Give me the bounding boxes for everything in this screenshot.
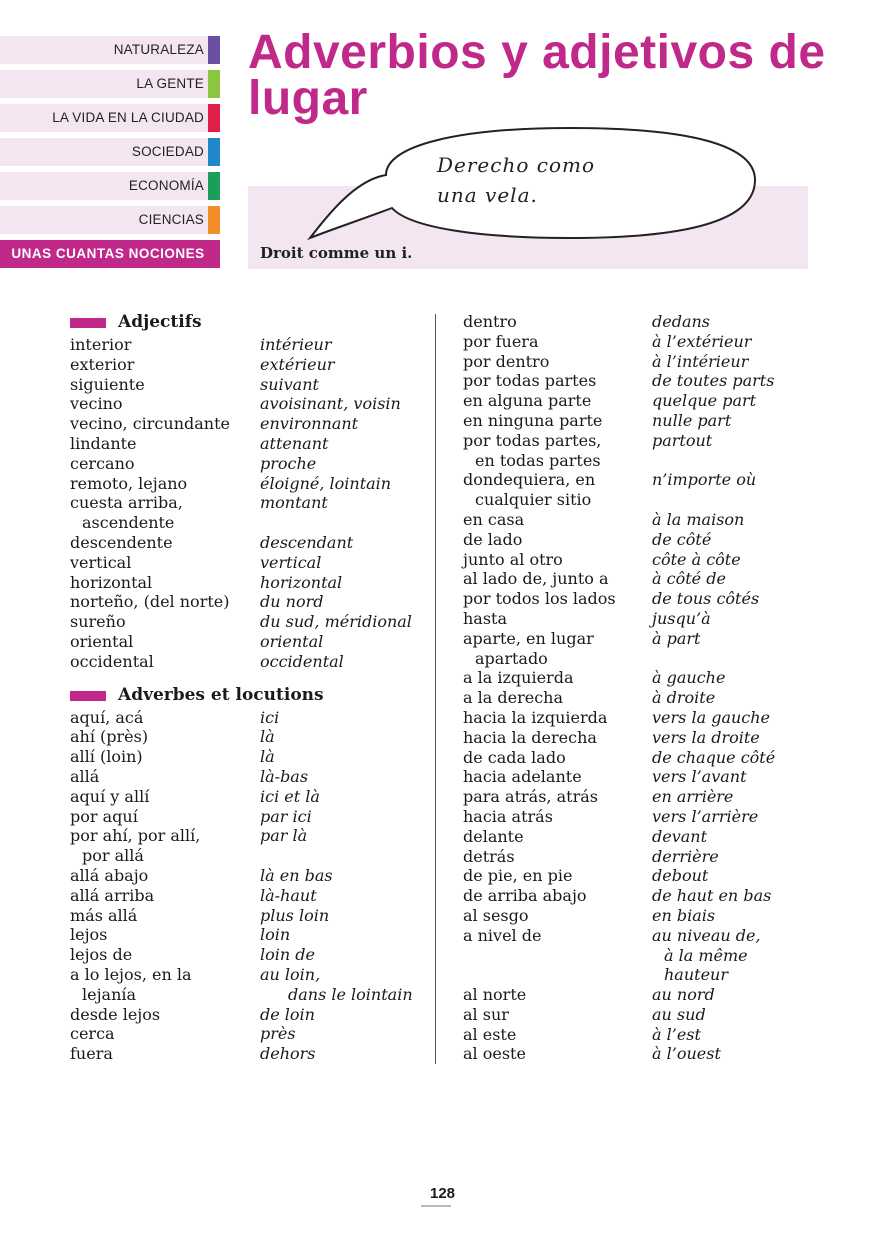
spanish-term: hacia la derecha: [463, 727, 597, 747]
spanish-term: al oeste: [463, 1044, 526, 1064]
vocab-row: [463, 352, 793, 372]
french-term: côte à côte: [652, 549, 741, 569]
vocab-row: [70, 985, 420, 1005]
vocab-row: [70, 807, 420, 827]
french-term: à la maison: [652, 509, 745, 529]
vocab-row: [70, 1005, 420, 1025]
nav-item-la-gente[interactable]: [0, 70, 220, 98]
vocab-row: [70, 787, 420, 807]
french-term: à l’intérieur: [652, 351, 749, 371]
spanish-term: al norte: [463, 985, 527, 1005]
spanish-term: en casa: [463, 509, 525, 529]
french-term: du sud, méridional: [260, 612, 412, 632]
french-term: de côté: [652, 529, 712, 549]
nav-item-ciencias[interactable]: [0, 206, 220, 234]
vocab-row: [70, 826, 420, 846]
french-term: ici: [260, 707, 280, 727]
french-term: extérieur: [260, 354, 335, 374]
vocab-row: [70, 375, 420, 395]
column-divider: [435, 314, 436, 1064]
vocab-list-continued: [463, 312, 793, 1064]
spanish-term: [463, 946, 652, 966]
french-term: avoisinant, voisin: [260, 394, 401, 414]
french-term: dedans: [652, 312, 711, 331]
vocab-row: [70, 866, 420, 886]
spanish-term: lejos de: [70, 945, 133, 965]
spanish-term: allá: [70, 766, 100, 786]
vocab-row: [463, 748, 793, 768]
french-term: derrière: [652, 846, 719, 866]
french-term: debout: [652, 866, 709, 886]
vocab-row: [463, 649, 793, 669]
french-term: ici et là: [260, 786, 320, 806]
french-term: intérieur: [260, 335, 332, 354]
vocab-row: [70, 414, 420, 434]
vocab-row: [70, 612, 420, 632]
french-term: vers la gauche: [652, 707, 771, 727]
color-tab: [208, 36, 220, 64]
bubble-line-2: una vela.: [437, 183, 538, 207]
french-term: à gauche: [652, 668, 726, 688]
french-term: plus loin: [260, 905, 330, 925]
vocab-row: [463, 530, 793, 550]
spanish-term: más allá: [70, 905, 138, 925]
spanish-term: allá abajo: [70, 865, 149, 885]
vocab-row: [463, 451, 793, 471]
heading-marker: [70, 318, 106, 328]
vocab-row: [70, 573, 420, 593]
vocab-row: [70, 474, 420, 494]
spanish-term: interior: [70, 335, 132, 354]
spanish-term: hasta: [463, 608, 508, 628]
vocab-row: [70, 513, 420, 533]
vocab-row: [70, 1044, 420, 1064]
vocab-row: [463, 609, 793, 629]
spanish-term: ahí (près): [70, 727, 149, 747]
french-term: horizontal: [260, 572, 343, 592]
spanish-term: al sesgo: [463, 905, 529, 925]
spanish-term: de cada lado: [463, 747, 566, 767]
vocab-row: [463, 985, 793, 1005]
french-term: en arrière: [652, 787, 734, 807]
french-term: partout: [652, 430, 713, 450]
vocab-row: [463, 926, 793, 946]
heading-marker: [70, 691, 106, 701]
french-term: loin de: [260, 945, 315, 965]
spanish-term: de lado: [463, 529, 523, 549]
vocab-row: [463, 510, 793, 530]
color-tab: [208, 104, 220, 132]
color-tab: [208, 70, 220, 98]
spanish-term: por allá: [82, 846, 144, 866]
nav-label: CIENCIAS: [138, 212, 204, 227]
nav-item-active[interactable]: [0, 240, 220, 268]
french-term: dans le lointain: [288, 984, 413, 1004]
vocab-list-adverbes: [70, 708, 420, 1064]
color-tab: [208, 138, 220, 166]
page-number-rule: [421, 1205, 451, 1207]
nav-label: ECONOMÍA: [128, 178, 204, 193]
vocab-row: [463, 688, 793, 708]
french-term: à l’ouest: [652, 1044, 721, 1064]
french-term: jusqu’à: [652, 608, 711, 628]
french-term: là en bas: [260, 865, 333, 885]
french-term: à la même: [664, 945, 748, 965]
french-term: à part: [652, 628, 701, 648]
french-term: là: [260, 727, 275, 747]
french-term: du nord: [260, 592, 324, 612]
french-term: vers la droite: [652, 727, 760, 747]
vocab-row: [70, 355, 420, 375]
french-term: par ici: [260, 806, 312, 826]
spanish-term: descendente: [70, 532, 173, 552]
french-term: en biais: [652, 905, 716, 925]
french-term: dehors: [260, 1044, 316, 1064]
vocab-row: [463, 946, 793, 966]
spanish-term: delante: [463, 826, 524, 846]
vocab-row: [70, 767, 420, 787]
vocab-row: [70, 1024, 420, 1044]
spanish-term: aquí, acá: [70, 707, 144, 727]
nav-label: NATURALEZA: [113, 42, 204, 57]
spanish-term: lejanía: [82, 984, 137, 1004]
spanish-term: por dentro: [463, 351, 550, 371]
vocab-row: [70, 747, 420, 767]
french-term: de chaque côté: [652, 747, 776, 767]
vocab-row: [70, 533, 420, 553]
bubble-text: [437, 150, 595, 210]
vocab-row: [70, 394, 420, 414]
vocab-row: [463, 312, 793, 332]
vocab-row: [70, 846, 420, 866]
spanish-term: a lo lejos, en la: [70, 964, 192, 984]
vocab-row: [463, 708, 793, 728]
spanish-term: desde lejos: [70, 1004, 161, 1024]
vocab-row: [463, 411, 793, 431]
french-term: quelque part: [652, 391, 757, 411]
french-term: à l’extérieur: [652, 331, 752, 351]
section-heading-label: Adverbes et locutions: [118, 684, 324, 705]
spanish-term: cualquier sitio: [475, 490, 592, 510]
vocab-row: [463, 550, 793, 570]
spanish-term: hacia atrás: [463, 806, 553, 826]
nav-item-naturaleza[interactable]: [0, 36, 220, 64]
vocab-row: [70, 886, 420, 906]
french-term: montant: [260, 493, 328, 513]
french-term: à côté de: [652, 569, 726, 589]
french-term: près: [260, 1024, 296, 1044]
nav-item-economia[interactable]: [0, 172, 220, 200]
french-term: nulle part: [652, 410, 732, 430]
spanish-term: a la izquierda: [463, 668, 574, 688]
spanish-term: en ninguna parte: [463, 410, 603, 430]
section-heading: [70, 685, 420, 707]
vocab-row: [70, 708, 420, 728]
french-term: à droite: [652, 688, 716, 708]
spanish-term: de arriba abajo: [463, 886, 587, 906]
french-term: là: [260, 747, 275, 767]
french-term: environnant: [260, 414, 359, 434]
french-term: là-bas: [260, 766, 309, 786]
vocab-row: [463, 629, 793, 649]
french-term: de tous côtés: [652, 589, 760, 609]
spanish-term: lindante: [70, 433, 137, 453]
spanish-term: cuesta arriba,: [70, 493, 183, 513]
vocab-column-right: [463, 312, 793, 1064]
nav-label: LA VIDA EN LA CIUDAD: [52, 110, 204, 125]
vocab-row: [463, 807, 793, 827]
vocab-row: [70, 652, 420, 672]
french-term: descendant: [260, 532, 354, 552]
color-tab: [208, 206, 220, 234]
spanish-term: exterior: [70, 354, 135, 374]
spanish-term: dentro: [463, 312, 517, 331]
vocab-row: [70, 434, 420, 454]
spanish-term: en alguna parte: [463, 391, 592, 411]
section-nav: [0, 36, 220, 268]
spanish-term: cerca: [70, 1024, 115, 1044]
vocab-row: [463, 391, 793, 411]
spanish-term: por todas partes: [463, 371, 597, 391]
nav-item-la-vida-en-la-ciudad[interactable]: [0, 104, 220, 132]
spanish-term: hacia la izquierda: [463, 707, 608, 727]
spanish-term: allí (loin): [70, 747, 143, 767]
french-term: de toutes parts: [652, 371, 775, 391]
spanish-term: por aquí: [70, 806, 138, 826]
vocab-row: [70, 906, 420, 926]
spanish-term: vecino, circundante: [70, 414, 230, 434]
spanish-term: aquí y allí: [70, 786, 150, 806]
vocab-row: [70, 727, 420, 747]
spanish-term: detrás: [463, 846, 515, 866]
french-term: attenant: [260, 433, 329, 453]
spanish-term: oriental: [70, 631, 134, 651]
spanish-term: por ahí, por allí,: [70, 826, 201, 846]
vocab-row: [70, 335, 420, 355]
spanish-term: fuera: [70, 1044, 113, 1064]
vocab-row: [463, 847, 793, 867]
vocab-row: [463, 332, 793, 352]
french-term: oriental: [260, 631, 324, 651]
page-number: 128: [429, 1185, 456, 1202]
french-term: vertical: [260, 552, 322, 572]
spanish-term: al lado de, junto a: [463, 569, 609, 589]
french-term: au sud: [652, 1004, 706, 1024]
french-term: vers l’arrière: [652, 806, 759, 826]
french-term: devant: [652, 826, 708, 846]
spanish-term: por todas partes,: [463, 430, 602, 450]
vocab-row: [463, 490, 793, 510]
french-term: par là: [260, 826, 308, 846]
french-term: occidental: [260, 651, 344, 671]
vocab-row: [463, 866, 793, 886]
vocab-row: [70, 592, 420, 612]
french-term: vers l’avant: [652, 767, 747, 787]
vocab-row: [70, 553, 420, 573]
vocab-row: [70, 925, 420, 945]
spanish-term: occidental: [70, 651, 154, 671]
vocab-row: [463, 371, 793, 391]
spanish-term: al sur: [463, 1004, 509, 1024]
vocab-row: [463, 827, 793, 847]
vocab-row: [463, 787, 793, 807]
french-term: au loin,: [260, 964, 321, 984]
vocab-row: [463, 1025, 793, 1045]
spanish-term: dondequiera, en: [463, 470, 596, 490]
vocab-row: [463, 906, 793, 926]
vocab-row: [463, 965, 793, 985]
spanish-term: a la derecha: [463, 688, 563, 708]
spanish-term: siguiente: [70, 374, 145, 394]
french-term: à l’est: [652, 1024, 701, 1044]
vocab-row: [463, 569, 793, 589]
spanish-term: en todas partes: [475, 450, 601, 470]
french-term: proche: [260, 453, 317, 473]
page-title: Adverbios y adjetivos de lugar: [248, 26, 826, 125]
spanish-term: [463, 965, 652, 985]
spanish-term: hacia adelante: [463, 767, 582, 787]
spanish-term: vecino: [70, 394, 123, 414]
spanish-term: por fuera: [463, 331, 539, 351]
vocab-row: [463, 886, 793, 906]
vocab-row: [70, 965, 420, 985]
vocab-row: [463, 431, 793, 451]
spanish-term: vertical: [70, 552, 132, 572]
french-term: de loin: [260, 1004, 315, 1024]
spanish-term: junto al otro: [463, 549, 563, 569]
vocab-row: [463, 668, 793, 688]
spanish-term: ascendente: [82, 513, 175, 533]
vocab-list-adjectifs: [70, 335, 420, 672]
spanish-term: a nivel de: [463, 925, 542, 945]
spanish-term: aparte, en lugar: [463, 628, 594, 648]
spanish-term: horizontal: [70, 572, 153, 592]
vocab-row: [463, 470, 793, 490]
vocab-row: [463, 589, 793, 609]
color-tab: [208, 172, 220, 200]
spanish-term: allá arriba: [70, 885, 155, 905]
vocab-row: [463, 1044, 793, 1064]
section-heading-label: Adjectifs: [118, 312, 202, 333]
vocab-row: [463, 1005, 793, 1025]
nav-active-label: UNAS CUANTAS NOCIONES: [11, 246, 205, 261]
vocab-row: [70, 454, 420, 474]
french-term: au nord: [652, 985, 715, 1005]
spanish-term: cercano: [70, 453, 135, 473]
bubble-line-1: Derecho como: [437, 153, 595, 177]
nav-label: LA GENTE: [136, 76, 204, 91]
french-term: de haut en bas: [652, 886, 772, 906]
spanish-term: apartado: [475, 648, 548, 668]
spanish-term: lejos: [70, 925, 108, 945]
vocab-row: [70, 945, 420, 965]
spanish-term: por todos los lados: [463, 589, 616, 609]
french-term: hauteur: [664, 965, 728, 985]
vocab-row: [70, 632, 420, 652]
french-term: loin: [260, 925, 291, 945]
french-term: au niveau de,: [652, 925, 761, 945]
french-term: n’importe où: [652, 470, 757, 490]
french-term: éloigné, lointain: [260, 473, 392, 493]
vocab-row: [463, 728, 793, 748]
vocab-row: [70, 493, 420, 513]
vocab-column-left: [70, 312, 420, 1064]
section-heading: [70, 312, 420, 334]
spanish-term: para atrás, atrás: [463, 787, 598, 807]
nav-label: SOCIEDAD: [131, 144, 204, 159]
spanish-term: al este: [463, 1024, 517, 1044]
french-term: là-haut: [260, 885, 317, 905]
nav-item-sociedad[interactable]: [0, 138, 220, 166]
spanish-term: de pie, en pie: [463, 866, 573, 886]
spanish-term: sureño: [70, 612, 126, 632]
vocab-row: [463, 767, 793, 787]
spanish-term: norteño, (del norte): [70, 592, 230, 612]
spanish-term: remoto, lejano: [70, 473, 188, 493]
french-term: suivant: [260, 374, 319, 394]
caption-text: Droit comme un i.: [260, 244, 413, 262]
